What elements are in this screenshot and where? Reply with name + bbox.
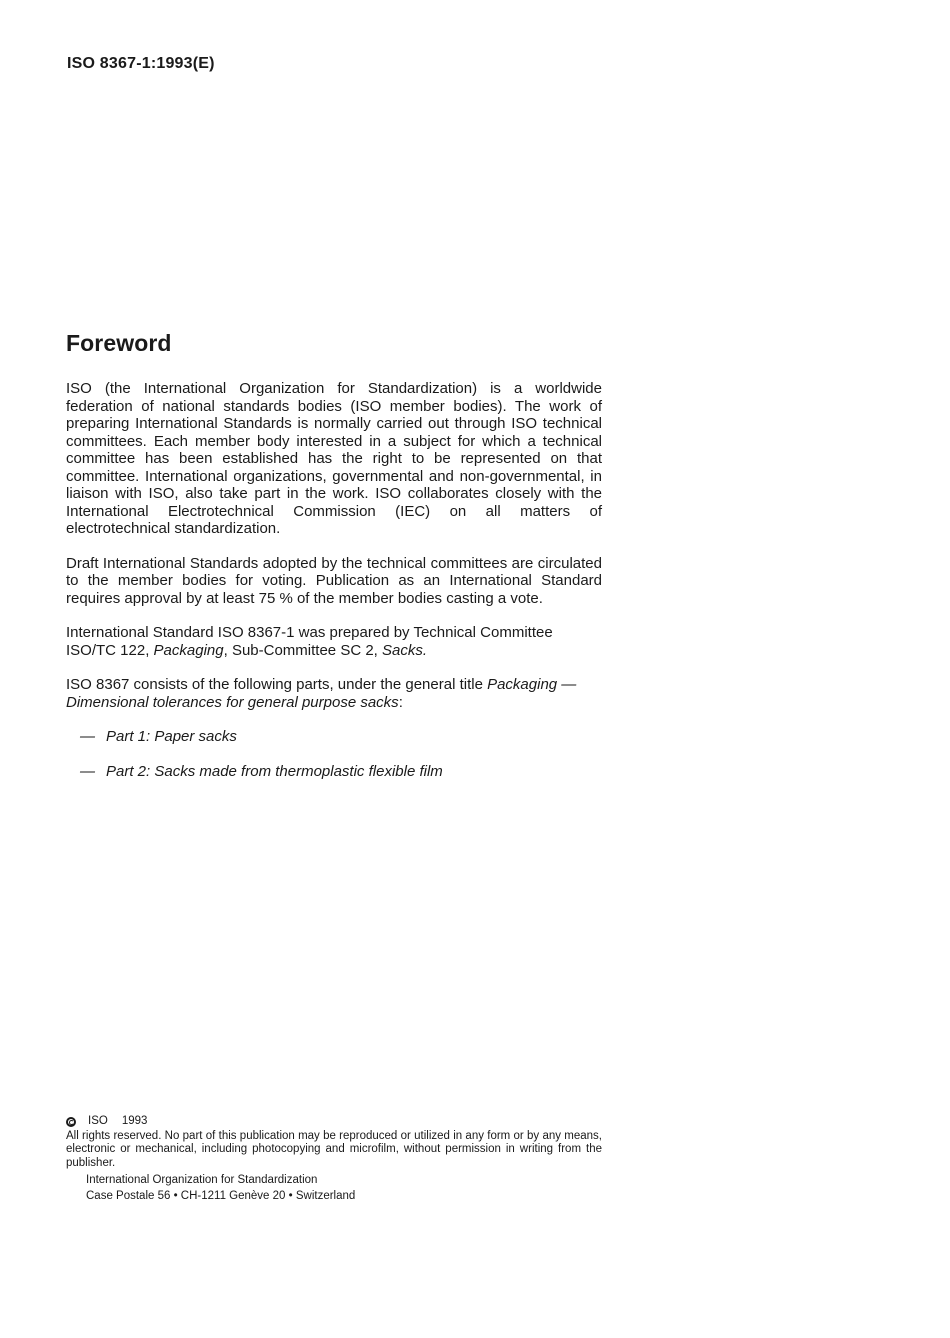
list-item	[80, 728, 602, 746]
general-title: Packaging — Dimensional tolerances for general purpose sacks	[66, 676, 577, 711]
copyright-line	[66, 1115, 602, 1129]
list-dash: —	[80, 728, 95, 745]
parts-intro-colon: :	[398, 693, 403, 711]
address-line-2-clip	[86, 1188, 602, 1201]
paragraph-iso-intro: ISO (the International Organization for Standardization) is a worldwide federation of national standards bodies (ISO member bodies). The work of preparing International Standards is normally carried out through ISO technical committees. Each member body interested in a subject for which a technical committee has been established has the right to be represented on that committee. International organizations, governmental and non-governmental, in liaison with ISO, also take part in the work. ISO collaborates closely with the International Electrotechnical Commission (IEC) on all matters of electrotechnical standardization.	[66, 380, 602, 537]
address-line-1: International Organization for Standardization	[86, 1174, 318, 1186]
copyright-year: 1993	[121, 1115, 148, 1127]
copyright-icon	[66, 1117, 76, 1127]
publisher-address	[66, 1174, 602, 1201]
paragraph-prepared-by	[66, 624, 602, 659]
copyright-org: ISO	[88, 1115, 108, 1127]
rights-notice: All rights reserved. No part of this publication may be reproduced or utilized in any form or by any means, electronic or mechanical, including photocopying and microfilm, without permission in writing from the publisher.	[66, 1129, 602, 1169]
parts-list	[66, 728, 602, 780]
section-heading: Foreword	[66, 330, 172, 356]
address-line-2: Case Postale 56 • CH-1211 Genève 20 • Switzerland	[86, 1189, 356, 1201]
part-label: Part 2: Sacks made from thermoplastic flexible film	[106, 762, 443, 780]
paragraph-draft-standards: Draft International Standards adopted by the technical committees are circulated to the member bodies for voting. Publication as an International Standard requires approval by at least 75 % of the member bodies casting a vote.	[66, 554, 602, 607]
subcommittee-name: Sacks.	[382, 641, 428, 659]
list-item	[80, 763, 602, 781]
committee-name: Packaging	[153, 641, 224, 659]
list-dash: —	[80, 762, 95, 780]
prepared-by-sc: , Sub-Committee SC 2,	[223, 641, 382, 659]
part-label: Part 1: Paper sacks	[106, 728, 237, 745]
document-id: ISO 8367-1:1993(E)	[67, 55, 215, 72]
copyright-footer	[66, 1115, 602, 1201]
prepared-by-text: International Standard ISO 8367-1 was prepared by Technical Committee ISO/TC 122,	[66, 624, 553, 659]
foreword-body	[66, 380, 602, 797]
paragraph-parts-intro	[66, 676, 602, 711]
parts-intro-text: ISO 8367 consists of the following parts, under the general title	[66, 676, 488, 693]
